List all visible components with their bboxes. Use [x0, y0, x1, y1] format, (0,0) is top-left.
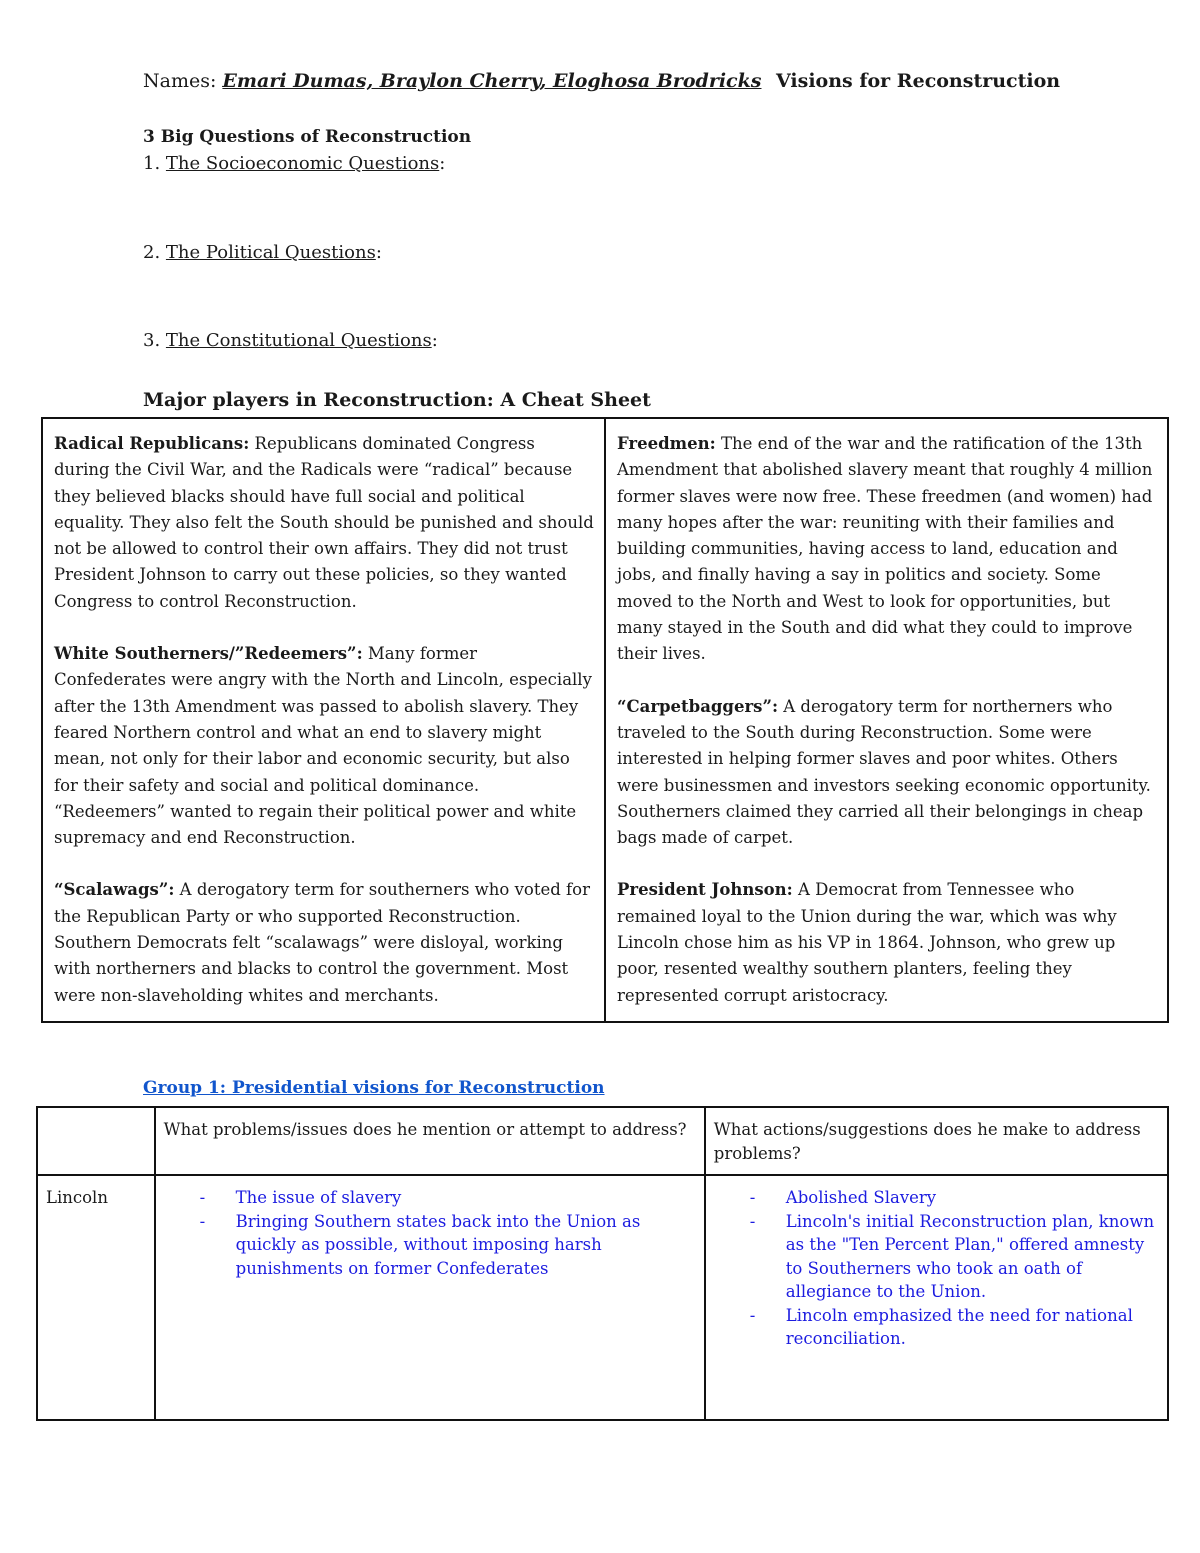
question-political	[143, 242, 382, 263]
question-label: The Socioeconomic Questions	[165, 153, 440, 174]
question-label: The Constitutional Questions	[165, 330, 432, 351]
names-value: Emari Dumas, Braylon Cherry, Eloghosa Brodricks	[222, 70, 762, 92]
list-item: - Bringing Southern states back into the Union as quickly as possible, without imposing harsh punishments on former Confederates	[236, 1210, 696, 1281]
question-colon: :	[431, 330, 438, 351]
question-number: 1.	[143, 153, 161, 174]
header-problems: What problems/issues does he mention or attempt to address?	[155, 1107, 705, 1175]
list-item: - The issue of slavery	[236, 1186, 696, 1210]
group1-link[interactable]: Group 1: Presidential visions for Reconstruction	[143, 1078, 605, 1098]
player-freedmen: Freedmen: The end of the war and the ratification of the 13th Amendment that abolished slavery meant that roughly 4 million former slaves were now free. These freedmen (and women) had many hopes after the war: reuniting with their families and building communities, having access to land, education and jobs, and finally having a say in politics and society. Some moved to the North and West to look for opportunities, but many stayed in the South and did what they could to improve their lives.	[617, 434, 1153, 664]
big-questions-heading: 3 Big Questions of Reconstruction	[143, 127, 472, 147]
cheat-sheet-right-column	[605, 418, 1168, 1022]
cheat-sheet-table	[41, 417, 1169, 1023]
player-scalawags: “Scalawags”: A derogatory term for southerners who voted for the Republican Party or who supported Reconstruction. Southern Democrats felt “scalawags” were disloyal, working with northerners and blacks to control the government. Most were non-slaveholding whites and merchants.	[54, 880, 590, 1005]
question-colon: :	[439, 153, 446, 174]
player-carpetbaggers: “Carpetbaggers”: A derogatory term for northerners who traveled to the South during Reconstruction. Some were interested in helping former slaves and poor whites. Others were businessmen and investors seeking economic opportunity. Southerners claimed they carried all their belongings in cheap bags made of carpet.	[617, 696, 1151, 848]
header-actions: What actions/suggestions does he make to address problems?	[705, 1107, 1168, 1175]
question-number: 3.	[143, 330, 161, 351]
question-socioeconomic	[143, 153, 445, 174]
document-title: Visions for Reconstruction	[776, 70, 1061, 92]
table-row	[37, 1175, 1168, 1420]
actions-cell	[705, 1175, 1168, 1420]
names-line	[143, 70, 761, 92]
player-white-southerners: White Southerners/”Redeemers”: Many former Confederates were angry with the North and Lincoln, especially after the 13th Amendment was passed to abolish slavery. They feared Northern control and what an end to slavery might mean, not only for their labor and economic security, but also for their safety and social and political dominance. “Redeemers” wanted to regain their political power and white supremacy and end Reconstruction.	[54, 644, 592, 848]
table-header-row	[37, 1107, 1168, 1175]
actions-list	[714, 1186, 1159, 1351]
list-item: - Lincoln's initial Reconstruction plan, known as the "Ten Percent Plan," offered amnesty to Southerners who took an oath of allegiance to the Union.	[786, 1210, 1159, 1304]
header-empty-cell	[37, 1107, 155, 1175]
list-item: - Abolished Slavery	[786, 1186, 1159, 1210]
problems-list	[164, 1186, 696, 1280]
player-president-johnson: President Johnson: A Democrat from Tennessee who remained loyal to the Union during the war, which was why Lincoln chose him as his VP in 1864. Johnson, who grew up poor, resented wealthy southern planters, feeling they represented corrupt aristocracy.	[617, 880, 1117, 1005]
visions-table	[36, 1106, 1169, 1421]
list-item: - Lincoln emphasized the need for national reconciliation.	[786, 1304, 1159, 1351]
cheat-sheet-left-column	[42, 418, 605, 1022]
names-label: Names:	[143, 70, 217, 92]
question-label: The Political Questions	[165, 242, 376, 263]
problems-cell	[155, 1175, 705, 1420]
president-name: Lincoln	[37, 1175, 155, 1420]
question-constitutional	[143, 330, 438, 351]
cheat-sheet-heading: Major players in Reconstruction: A Cheat Sheet	[143, 389, 651, 411]
question-number: 2.	[143, 242, 161, 263]
player-radical-republicans: Radical Republicans: Republicans dominated Congress during the Civil War, and the Radicals were “radical” because they believed blacks should have full social and political equality. They also felt the South should be punished and should not be allowed to control their own affairs. They did not trust President Johnson to carry out these policies, so they wanted Congress to control Reconstruction.	[54, 434, 594, 611]
question-colon: :	[375, 242, 382, 263]
